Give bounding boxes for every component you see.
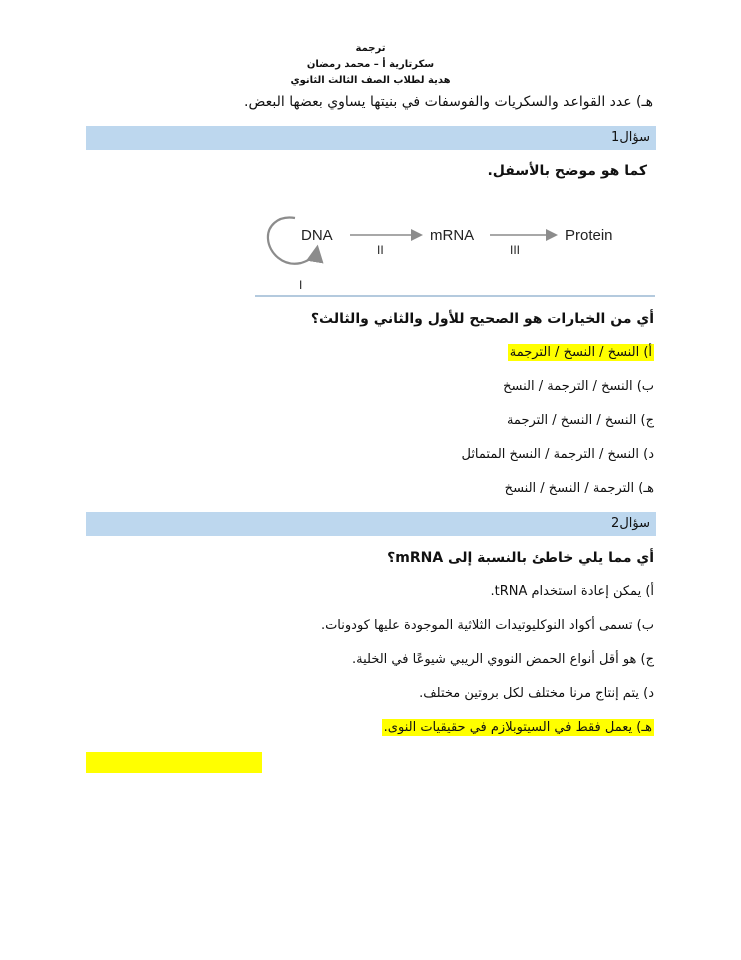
q2-option-c[interactable]: ج) هو أقل أنواع الحمض النووي الريبي شيوعًا في الخلية. xyxy=(352,652,654,667)
question-2-label: سؤال2 xyxy=(611,516,650,531)
question-2-text: أي مما يلي خاطئ بالنسبة إلى mRNA؟ xyxy=(387,550,654,566)
highlight-block xyxy=(86,752,262,773)
q2-option-b[interactable]: ب) تسمى أكواد النوكليوتيدات الثلاثية الموجودة عليها كودونات. xyxy=(320,618,654,633)
q2-option-e-text: هـ) يعمل فقط في السيتوبلازم في حقيقيات النوى. xyxy=(383,720,652,735)
header-line-3: هدية لطلاب الصف الثالث الثانوي xyxy=(290,75,451,86)
q1-option-a[interactable] xyxy=(508,345,654,360)
question-1-bar xyxy=(86,126,656,150)
node-mrna: mRNA xyxy=(430,227,475,244)
q2-option-e[interactable] xyxy=(382,720,654,735)
q1-option-b[interactable]: ب) النسخ / الترجمة / النسخ xyxy=(503,379,654,394)
label-ii: II xyxy=(377,243,384,257)
header-line-2: سكرتارية أ – محمد رمضان xyxy=(306,59,435,70)
question-1-label: سؤال1 xyxy=(611,130,650,145)
q2-option-a[interactable]: أ) يمكن إعادة استخدام tRNA. xyxy=(490,584,654,599)
label-i: I xyxy=(299,278,303,292)
question-2-bar xyxy=(86,512,656,536)
question-1-intro: كما هو موضح بالأسفل. xyxy=(487,163,647,179)
q1-option-d[interactable]: د) النسخ / الترجمة / النسخ المتماثل xyxy=(461,447,654,462)
previous-option-e: هـ) عدد القواعد والسكريات والفوسفات في بنيتها يساوي بعضها البعض. xyxy=(244,94,653,110)
q1-option-e[interactable]: هـ) الترجمة / النسخ / النسخ xyxy=(504,481,654,496)
node-protein: Protein xyxy=(565,227,613,244)
node-dna: DNA xyxy=(301,227,333,244)
q2-option-d[interactable]: د) يتم إنتاج مرنا مختلف لكل بروتين مختلف. xyxy=(419,686,654,701)
q1-option-c[interactable]: ج) النسخ / النسخ / الترجمة xyxy=(506,413,654,428)
label-iii: III xyxy=(510,243,521,257)
question-1-text: أي من الخيارات هو الصحيح للأول والثاني والثالث؟ xyxy=(310,311,654,327)
q1-option-a-text: أ) النسخ / النسخ / الترجمة xyxy=(509,345,652,360)
central-dogma-diagram xyxy=(255,205,655,300)
header-line-1: ترجمة xyxy=(355,43,386,54)
